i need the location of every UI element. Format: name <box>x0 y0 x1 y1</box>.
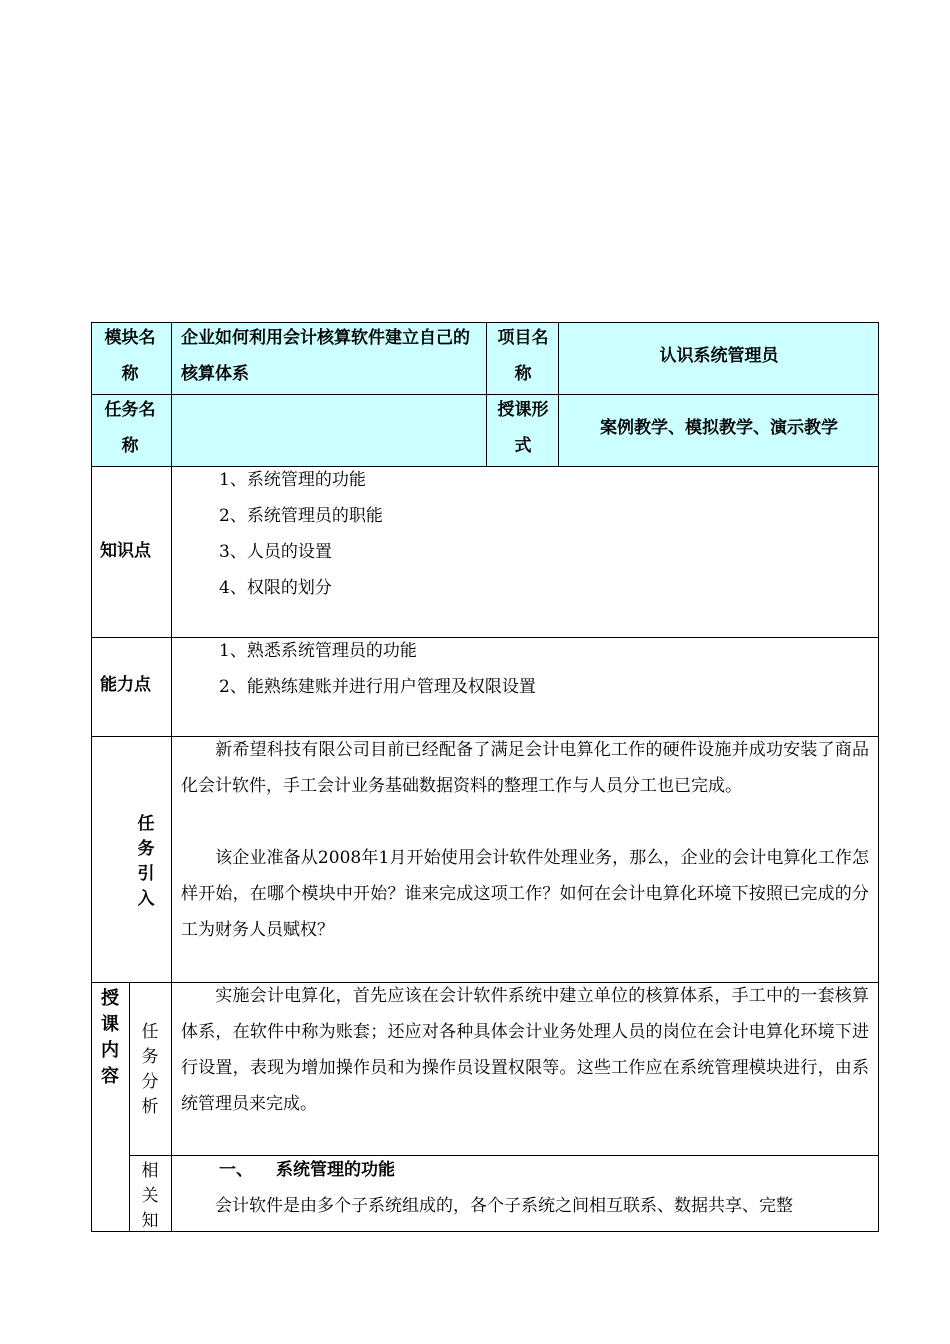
related-label: 相关知 <box>141 1161 159 1231</box>
teaching-form-label: 授课形式 <box>497 400 549 456</box>
knowledge-item: 2、系统管理员的职能 <box>219 506 383 526</box>
header-task-value-cell <box>172 394 486 466</box>
project-name-value: 认识系统管理员 <box>659 346 779 366</box>
content-label: 授课内容 <box>101 988 119 1087</box>
module-name-value: 企业如何利用会计核算软件建立自己的核算体系 <box>181 328 470 384</box>
knowledge-label: 知识点 <box>100 541 151 561</box>
teaching-form-value: 案例教学、模拟教学、演示教学 <box>600 418 838 438</box>
ability-item: 1、熟悉系统管理员的功能 <box>219 641 417 661</box>
intro-paragraph-text: 新希望科技有限公司目前已经配备了满足会计电算化工作的硬件设施并成功安装了商品化会计软件，手工会计业务基础数据资料的整理工作与人员分工也已完成。 <box>181 740 869 796</box>
module-name-label: 模块名称 <box>104 328 156 384</box>
section-paragraph-text: 会计软件是由多个子系统组成的，各个子系统之间相互联系、数据共享、完整 <box>215 1196 793 1216</box>
table-border <box>171 322 172 1232</box>
table-border <box>129 982 130 1232</box>
analysis-label: 任务分析 <box>141 1022 159 1117</box>
section-title: 系统管理的功能 <box>276 1160 395 1180</box>
table-border <box>91 466 879 467</box>
knowledge-item: 4、权限的划分 <box>219 578 332 598</box>
analysis-paragraph-text: 实施会计电算化，首先应该在会计软件系统中建立单位的核算体系，手工中的一套核算体系，在软件中称为账套；还应对各种具体会计业务处理人员的岗位在会计电算化环境下进行设置，表现为增加操作员和为操作员设置权限等。这些工作应在系统管理模块进行，由系统管理员来完成。 <box>181 986 869 1114</box>
knowledge-item: 3、人员的设置 <box>219 542 332 562</box>
intro-paragraph <box>181 840 869 948</box>
table-border <box>878 322 879 1232</box>
intro-paragraph-text: 该企业准备从2008年1月开始使用会计软件处理业务，那么，企业的会计电算化工作怎样开始，在哪个模块中开始？谁来完成这项工作？如何在会计电算化环境下按照已完成的分工为财务人员赋权？ <box>181 848 869 940</box>
table-border <box>91 637 879 638</box>
table-border <box>91 322 92 1232</box>
table-border <box>91 394 879 395</box>
section-number: 一、 <box>219 1160 253 1180</box>
analysis-paragraph <box>181 978 869 1122</box>
ability-item: 2、能熟练建账并进行用户管理及权限设置 <box>219 677 536 697</box>
ability-label: 能力点 <box>100 675 151 695</box>
task-name-label: 任务名称 <box>104 400 156 456</box>
project-name-label: 项目名称 <box>497 328 549 384</box>
table-border <box>91 1231 879 1232</box>
intro-paragraph <box>181 732 869 804</box>
section-paragraph <box>181 1188 869 1228</box>
knowledge-item: 1、系统管理的功能 <box>219 470 366 490</box>
table-border <box>486 322 487 466</box>
intro-label: 任务引入 <box>137 814 155 909</box>
